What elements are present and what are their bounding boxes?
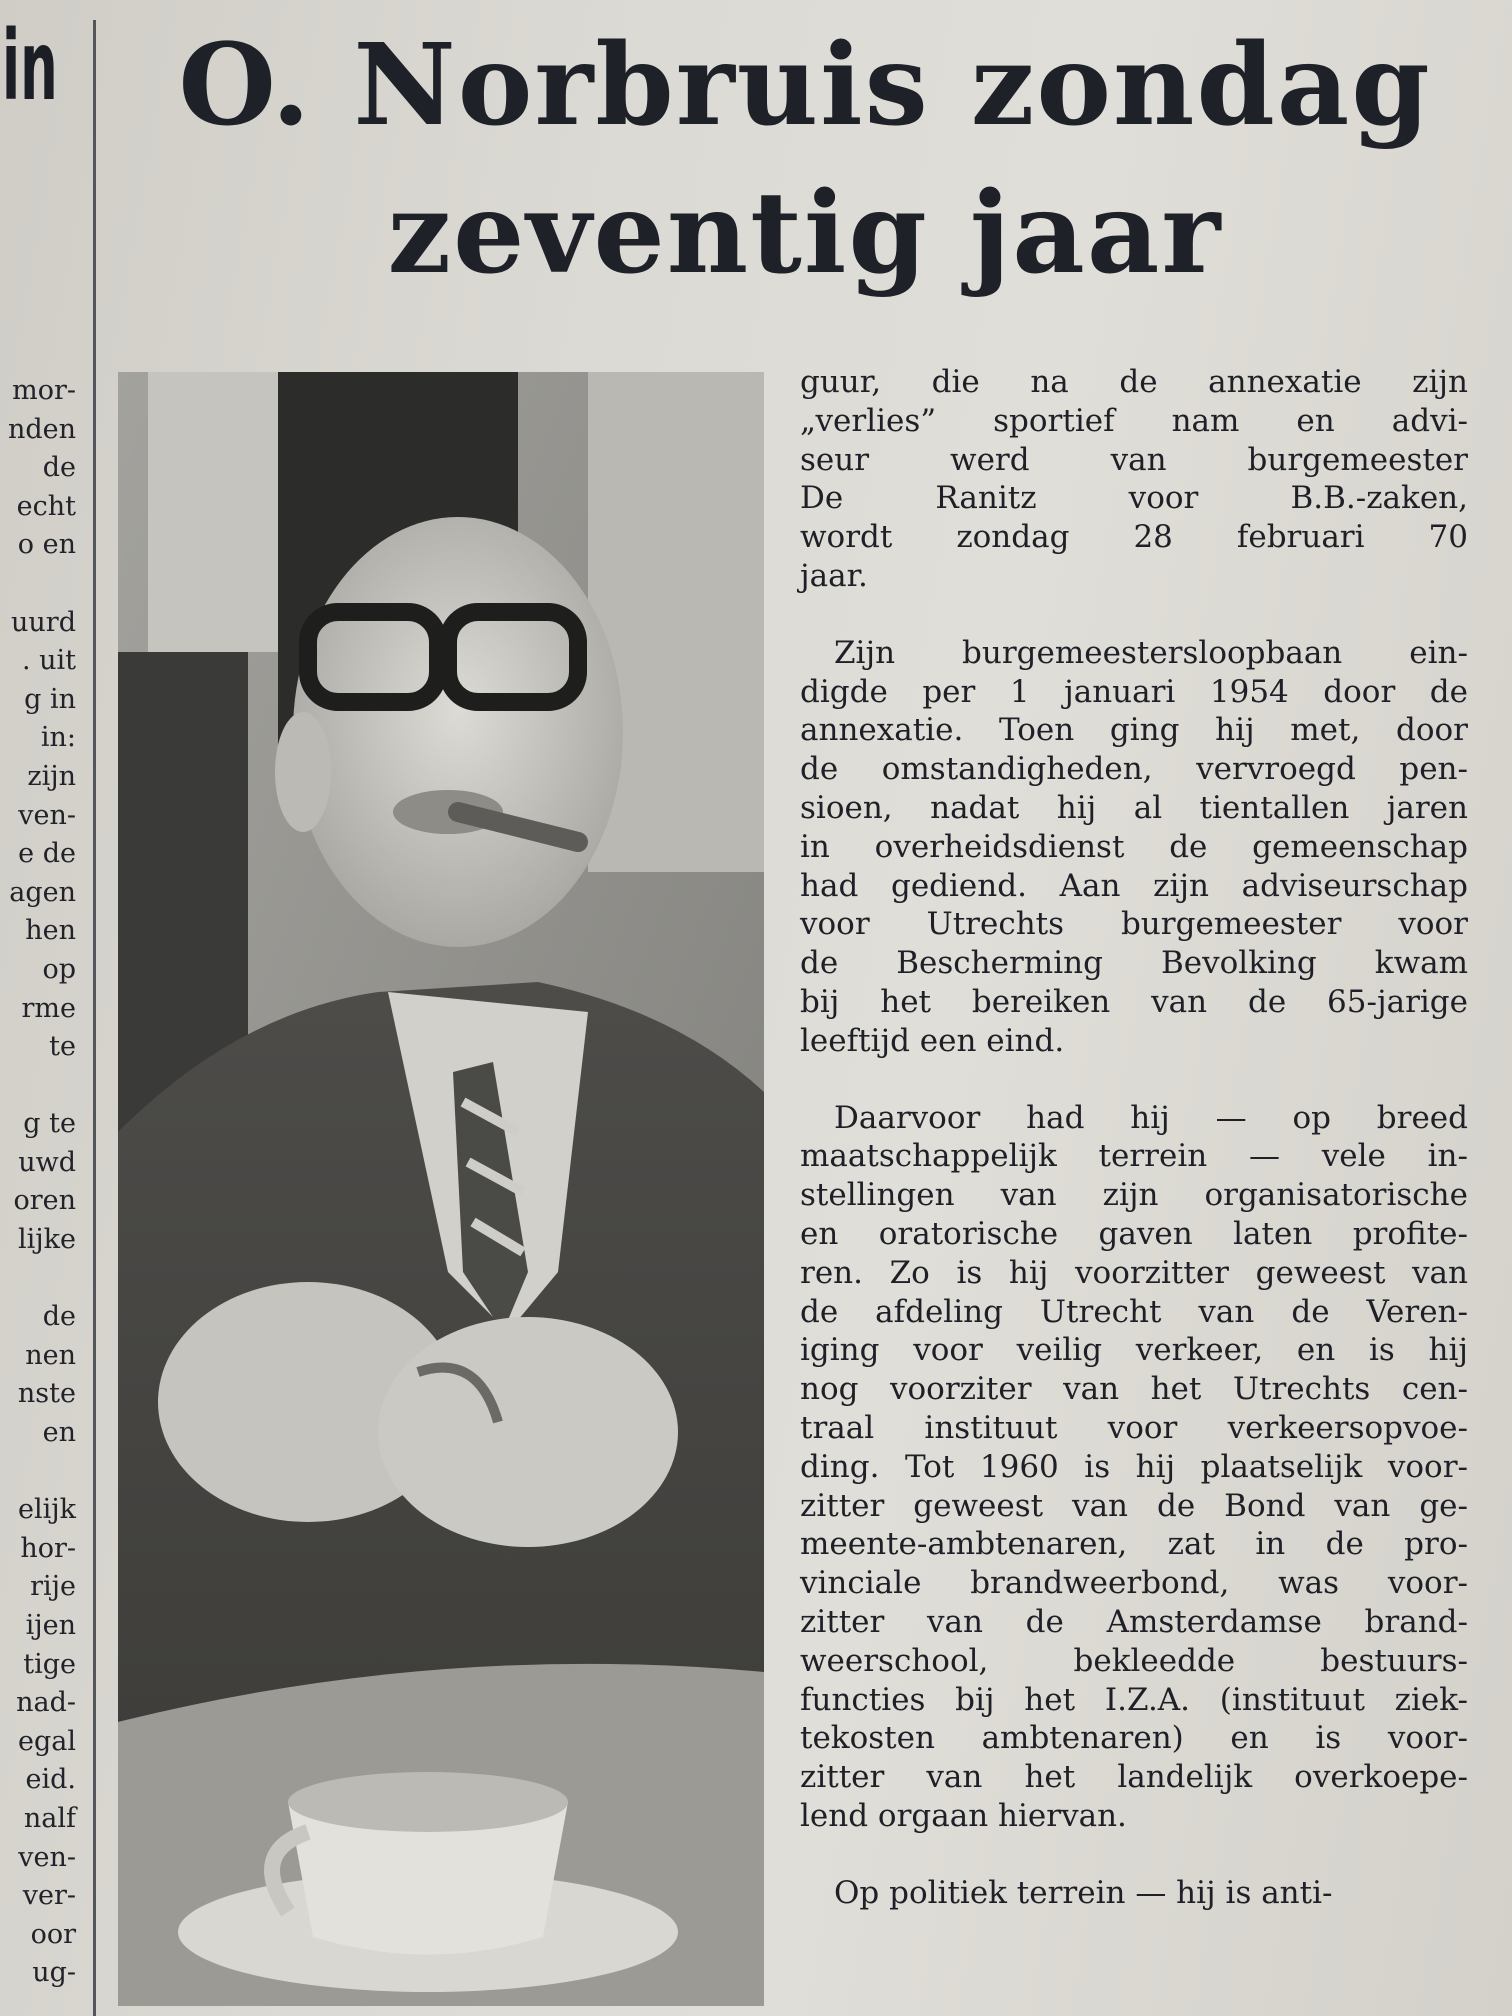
neighbouring-column (0, 0, 80, 2016)
neighbouring-column-line: rije (30, 1571, 76, 1603)
neighbouring-column-line: ven- (18, 799, 76, 831)
article-line: bij het bereiken van de 65-jarige (800, 983, 1468, 1020)
neighbouring-column-line: . uit (21, 645, 76, 677)
article-paragraph (800, 1874, 1468, 1913)
article-line: lend orgaan hiervan. (800, 1797, 1127, 1834)
article-line: guur, die na de annexatie zijn (800, 364, 1468, 400)
portrait-photo (118, 372, 764, 2006)
article-line: in overheidsdienst de gemeenschap (800, 828, 1468, 865)
article-line: annexatie. Toen ging hij met, door (800, 712, 1468, 749)
article-line: wordt zondag 28 februari 70 (800, 519, 1468, 556)
article-line: stellingen van zijn organisatorische (800, 1177, 1468, 1214)
article-line: weerschool, bekleedde bestuurs- (800, 1642, 1468, 1679)
article-line: de omstandigheden, vervroegd pen- (800, 751, 1468, 788)
neighbouring-column-line: echt (16, 490, 76, 522)
portrait-photo-illustration (118, 372, 764, 2006)
neighbouring-column-line: mor- (12, 375, 76, 406)
neighbouring-column-line: de (42, 452, 76, 484)
article-line: traal instituut voor verkeersopvoe- (800, 1409, 1468, 1446)
article-paragraph (800, 634, 1468, 1061)
neighbouring-column-line: egal (18, 1725, 76, 1757)
neighbouring-column-line: ijen (25, 1610, 76, 1641)
neighbouring-column-text (8, 372, 76, 1993)
article-line: „verlies” sportief nam en advi- (800, 402, 1468, 439)
neighbouring-column-line: nad- (16, 1687, 76, 1719)
headline-line-1: O. Norbruis zondag (178, 20, 1432, 151)
article-line: functies bij het I.Z.A. (instituut ziek- (800, 1681, 1468, 1718)
neighbouring-column-line: e de (18, 838, 76, 870)
article-line: iging voor veilig verkeer, en is hij (800, 1332, 1468, 1369)
article-line: had gediend. Aan zijn adviseurschap (800, 867, 1468, 904)
neighbouring-column-line (8, 1260, 76, 1299)
article-line: sioen, nadat hij al tientallen jaren (800, 789, 1468, 826)
article-line: seur werd van burgemeester (800, 441, 1468, 478)
neighbouring-column-line: ug- (32, 1957, 76, 1989)
article-line: de afdeling Utrecht van de Veren- (800, 1293, 1468, 1330)
neighbouring-column-line: te (49, 1031, 76, 1063)
neighbouring-column-line: lijke (18, 1224, 76, 1256)
neighbouring-column-line: agen (9, 876, 76, 908)
neighbouring-column-line: oor (30, 1918, 76, 1950)
article-line: ren. Zo is hij voorzitter geweest van (800, 1254, 1468, 1291)
article-line: De Ranitz voor B.B.-zaken, (800, 480, 1468, 517)
neighbouring-column-line (8, 1453, 76, 1492)
neighbouring-column-line: en (42, 1417, 76, 1449)
neighbouring-column-line: oren (13, 1185, 76, 1217)
article-line: digde per 1 januari 1954 door de (800, 673, 1468, 710)
article-line: jaar. (800, 557, 868, 594)
article-line: nog voorziter van het Utrechts cen- (800, 1371, 1468, 1408)
article-line: en oratorische gaven laten profite- (800, 1215, 1468, 1252)
article-line: meente-ambtenaren, zat in de pro- (800, 1526, 1468, 1563)
neighbouring-column-line: in: (40, 722, 76, 754)
neighbouring-column-line: nste (17, 1378, 76, 1410)
neighbouring-headline-fragment: in (2, 10, 58, 122)
neighbouring-column-line: op (42, 953, 76, 985)
neighbouring-column-line: hen (25, 915, 76, 947)
article-line: maatschappelijk terrein — vele in- (800, 1138, 1468, 1175)
neighbouring-column-line: eid. (25, 1764, 76, 1796)
neighbouring-column-line (8, 565, 76, 604)
neighbouring-column-line: g in (24, 683, 76, 715)
article-headline (110, 12, 1500, 308)
article-line: zitter geweest van de Bond van ge- (800, 1487, 1468, 1524)
article-line: tekosten ambtenaren) en is voor- (800, 1720, 1468, 1757)
article-line: Op politiek terrein — hij is anti- (834, 1874, 1333, 1911)
article-body (800, 363, 1468, 1950)
neighbouring-column-line (8, 1067, 76, 1106)
neighbouring-column-line: ver- (22, 1880, 76, 1912)
article-paragraph (800, 363, 1468, 596)
neighbouring-column-line: uurd (11, 606, 76, 638)
article-line: voor Utrechts burgemeester voor (800, 906, 1468, 943)
article-line: Daarvoor had hij — op breed (834, 1099, 1468, 1136)
article-paragraph (800, 1099, 1468, 1836)
headline-line-2: zeventig jaar (387, 168, 1223, 299)
neighbouring-column-line: nalf (23, 1802, 76, 1834)
article-line: leeftijd een eind. (800, 1022, 1065, 1059)
neighbouring-column-line: nden (7, 413, 76, 445)
neighbouring-column-line: g te (23, 1108, 76, 1140)
neighbouring-column-line: hor- (20, 1532, 76, 1564)
article-line: de Bescherming Bevolking kwam (800, 945, 1468, 982)
neighbouring-column-line: nen (25, 1339, 76, 1371)
neighbouring-column-line: de (42, 1301, 76, 1333)
article-line: vinciale brandweerbond, was voor- (800, 1565, 1468, 1602)
neighbouring-column-line: uwd (18, 1146, 76, 1178)
neighbouring-column-line: ven- (18, 1841, 76, 1873)
neighbouring-column-line: o en (17, 529, 76, 561)
article-line: zitter van de Amsterdamse brand- (800, 1603, 1468, 1640)
neighbouring-column-line: elijk (18, 1494, 76, 1526)
neighbouring-column-line: rme (21, 992, 76, 1024)
article-line: zitter van het landelijk overkoepe- (800, 1759, 1468, 1796)
article-line: ding. Tot 1960 is hij plaatselijk voor- (800, 1448, 1468, 1485)
neighbouring-column-line: zijn (27, 760, 76, 792)
neighbouring-column-line: tige (23, 1648, 76, 1680)
article-line: Zijn burgemeestersloopbaan ein- (834, 634, 1468, 671)
column-divider (93, 20, 96, 2016)
